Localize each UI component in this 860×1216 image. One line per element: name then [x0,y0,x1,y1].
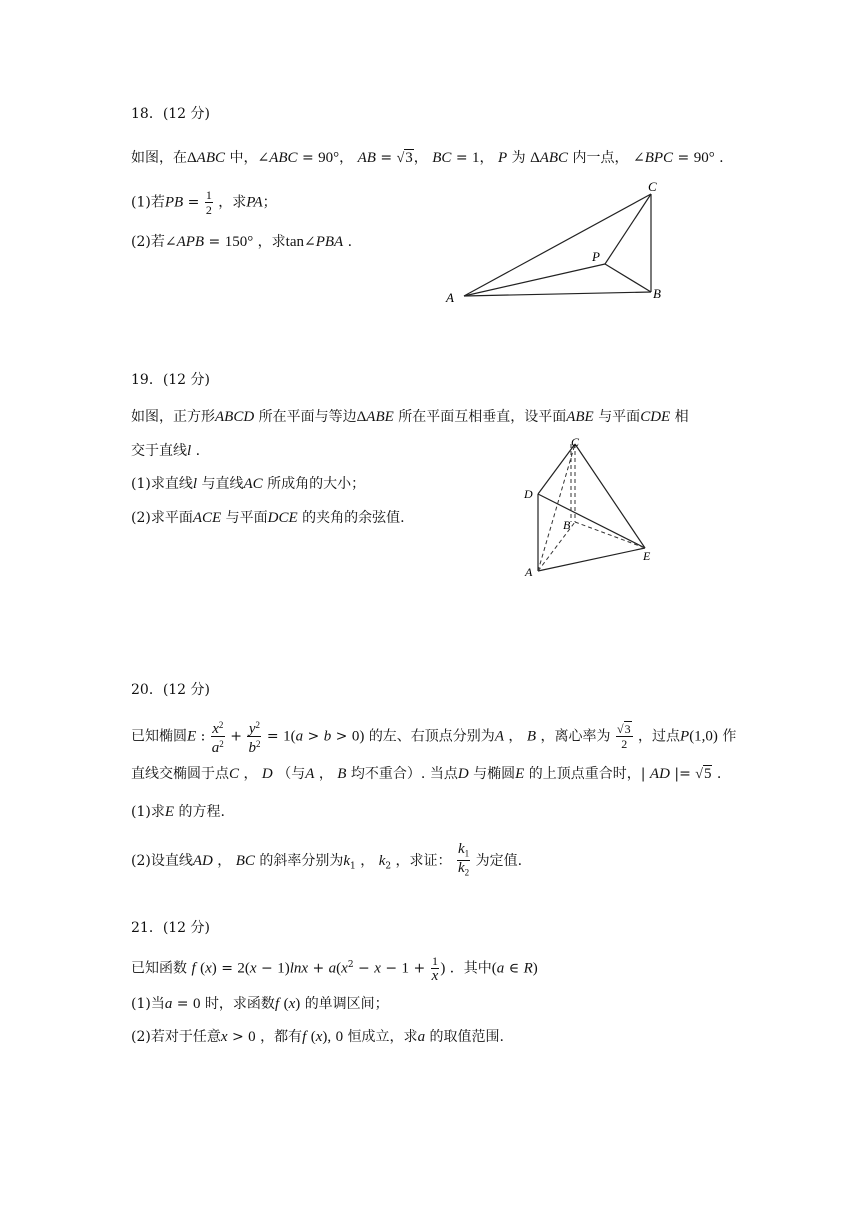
q19-label-d: D [524,487,533,501]
q19-label-e: E [643,549,651,563]
q20-stem-line1: 已知椭圆E : $\frac{x^2}{a^2}$ + $\frac{y^2}{b^2}$ = 1(a > b > 0) 的左、右顶点分别为A ， B ，离心率为 $\frac{√3}{2}$ ，过点P(1,0) 作 [131,720,737,756]
q20-stem-line2: 直线交椭圆于点C ， D （与A ， B 均不重合）. 当点D 与椭圆E 的上顶点重合时，| AD |= √5 . [131,766,722,782]
q18-triangle-figure [440,172,680,312]
q19-header: 19．(12 分) [131,372,211,388]
q19-part2: (2)求平面ACE 与平面DCE 的夹角的余弦值. [131,510,405,526]
q19-stem-line1: 如图，正方形ABCD 所在平面与等边ΔABE 所在平面互相垂直，设平面ABE 与平面CDE 相 [131,409,689,425]
q21-part2: (2)若对于任意x > 0 ，都有f (x), 0 恒成立，求a 的取值范围. [131,1029,504,1045]
q20-part1: (1)求E 的方程. [131,804,225,820]
q19-solid-figure [515,430,665,580]
q20-header: 20．(12 分) [131,682,211,698]
q19-label-a: A [525,565,533,579]
q19-label-c: C [571,435,580,449]
q18-header: 18．(12 分) [131,106,211,122]
q18-part1: (1)若PB = $\frac{1}{2}$ ，求PA； [131,188,277,217]
q18-label-a: A [446,290,454,305]
q21-part1: (1)当a = 0 时，求函数f (x) 的单调区间； [131,996,389,1012]
q21-stem: 已知函数 f $(x) = 2(x - 1)\ln x + a(x^2 - x - 1$ + $\frac{1}{x}$ ) ．其中(a ∈ R) [131,954,538,984]
q18-label-c: C [648,179,657,194]
q19-part1: (1)求直线l 与直线AC 所成角的大小； [131,476,366,492]
q20-part2: (2)设直线AD ， BC 的斜率分别为$k_1$ ， $k_2$ ，求证： $\frac{k_1}{k_2}$ 为定值. [131,841,523,878]
q18-part2: (2)若∠APB = 150° ，求tan∠PBA . [131,234,353,250]
q21-header: 21．(12 分) [131,920,211,936]
q18-stem: 如图，在ΔABC 中，∠ABC = 90°， AB = √3， BC = 1， P 为 ΔABC 内一点， ∠BPC = 90° . [131,150,724,166]
q19-label-b: B [563,518,571,532]
q19-stem-line2: 交于直线l . [131,443,201,459]
q18-label-b: B [653,286,661,301]
q18-label-p: P [592,249,600,264]
